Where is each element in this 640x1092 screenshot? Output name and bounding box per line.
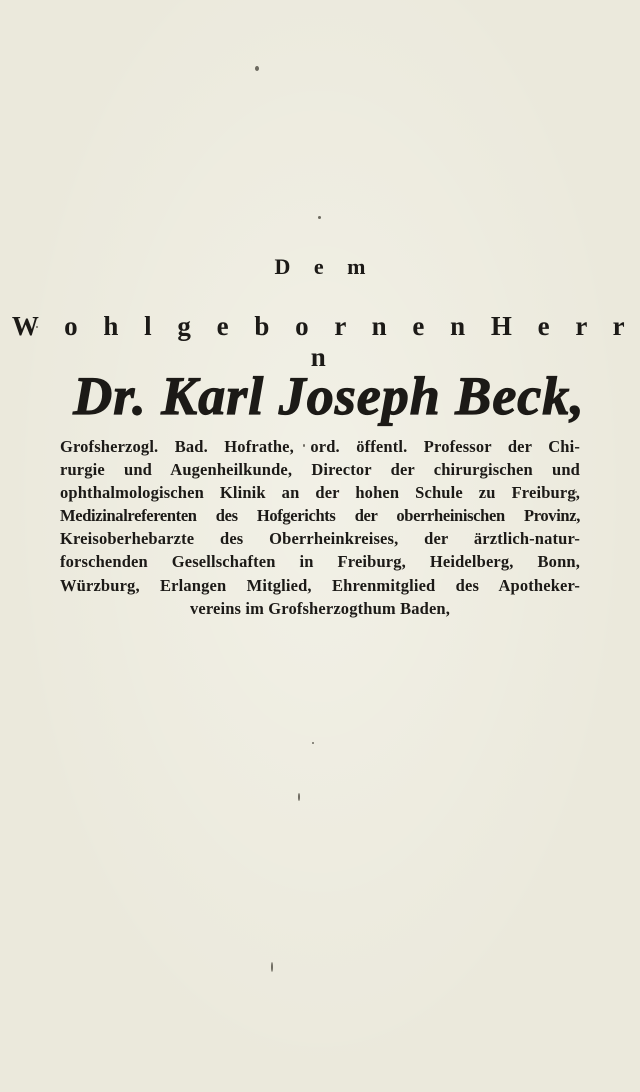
paper-speck [318, 216, 321, 219]
honorific-heading: W o h l g e b o r n e n H e r r n [11, 311, 635, 372]
title-line: forschenden Gesellschaften in Freiburg, Heidelberg, Bonn, [60, 552, 580, 572]
paper-speck [298, 793, 300, 801]
paper-speck [271, 962, 273, 972]
title-line: Kreisoberhebarzte des Oberrheinkreises, der ärztlich-natur- [60, 529, 580, 549]
title-line: vereins im Grofsherzogthum Baden, [189, 598, 451, 618]
dedicatee-titles [60, 435, 580, 620]
title-line: Medizinalreferenten des Hofgerichts der oberrheinischen Provinz, [60, 506, 580, 526]
dedication-heading: D e m [274, 254, 375, 279]
title-line: ophthalmologischen Klinik an der hohen Schule zu Freiburg, [60, 483, 580, 503]
title-line: rurgie und Augenheilkunde, Director der chirurgischen und [60, 460, 580, 480]
title-line: Grofsherzogl. Bad. Hofrathe, ord. öffentl. Professor der Chi- [60, 437, 580, 456]
title-line: Würzburg, Erlangen Mitglied, Ehrenmitglied des Apotheker- [60, 575, 580, 595]
paper-speck [255, 66, 259, 71]
paper-speck [312, 742, 314, 744]
dedicatee-name: Dr. Karl Joseph Beck, [73, 366, 585, 426]
